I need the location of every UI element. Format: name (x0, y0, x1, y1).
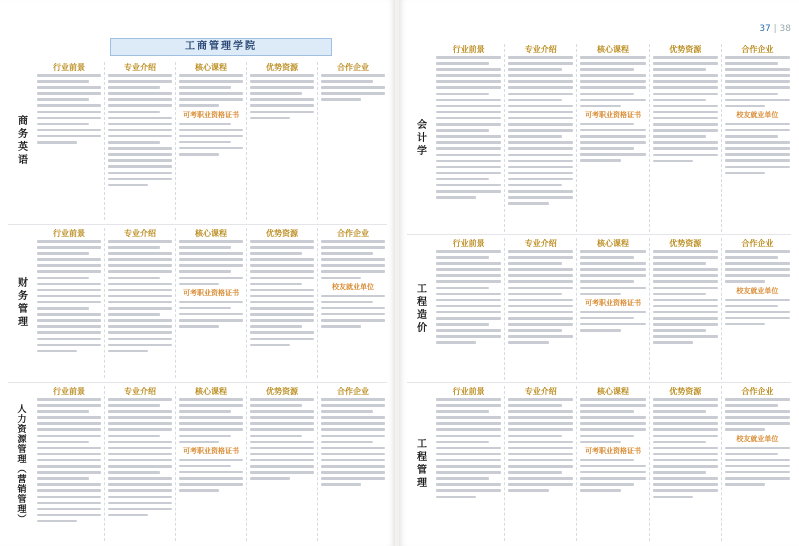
column-header: 核心课程 (597, 45, 629, 54)
column-header: 行业前景 (53, 387, 85, 396)
column-industry (34, 386, 104, 541)
column-header: 行业前景 (452, 45, 485, 54)
column-industry (433, 386, 504, 541)
column-header: 合作企业 (337, 229, 369, 238)
column-header: 核心课程 (597, 239, 629, 248)
column-intro (504, 386, 576, 541)
column-header: 优势资源 (266, 229, 298, 238)
subheading-certificates: 可考职业资格证书 (183, 110, 239, 119)
section-label: 会计学 (414, 118, 426, 158)
column-intro (504, 238, 576, 380)
column-intro (104, 62, 175, 220)
column-header: 行业前景 (452, 239, 485, 248)
section-label: 财务管理 (15, 277, 27, 329)
section-label: 人力资源管理（营销管理） (15, 403, 26, 524)
column-intro (104, 386, 175, 541)
column-intro (504, 44, 576, 232)
column-partners (317, 228, 388, 378)
column-resources (649, 386, 721, 541)
column-header: 优势资源 (669, 387, 702, 396)
column-header: 专业介绍 (124, 387, 156, 396)
column-header: 核心课程 (195, 63, 227, 72)
subheading-alumni: 校友就业单位 (332, 282, 374, 291)
column-resources (246, 386, 317, 541)
column-resources (649, 44, 721, 232)
column-header: 专业介绍 (124, 63, 156, 72)
column-partners (721, 44, 793, 232)
column-header: 合作企业 (741, 239, 774, 248)
column-partners (317, 386, 388, 541)
subheading-certificates: 可考职业资格证书 (183, 288, 239, 297)
column-core-courses (576, 238, 648, 380)
column-core-courses (175, 228, 246, 378)
column-header: 专业介绍 (124, 229, 156, 238)
column-industry (34, 62, 104, 220)
column-header: 优势资源 (669, 45, 702, 54)
column-resources (246, 62, 317, 220)
subheading-alumni: 校友就业单位 (736, 286, 779, 295)
column-intro (104, 228, 175, 378)
column-header: 核心课程 (195, 387, 227, 396)
column-header: 核心课程 (597, 387, 629, 396)
column-partners (721, 386, 793, 541)
column-header: 专业介绍 (524, 387, 557, 396)
left-page (0, 0, 395, 546)
subheading-certificates: 可考职业资格证书 (585, 110, 641, 119)
column-header: 合作企业 (337, 63, 369, 72)
column-header: 合作企业 (741, 45, 774, 54)
subheading-alumni: 校友就业单位 (736, 434, 779, 443)
column-header: 核心课程 (195, 229, 227, 238)
column-resources (246, 228, 317, 378)
column-partners (317, 62, 388, 220)
column-resources (649, 238, 721, 380)
column-core-courses (175, 386, 246, 541)
column-header: 专业介绍 (524, 239, 557, 248)
column-header: 专业介绍 (524, 45, 557, 54)
column-header: 优势资源 (266, 387, 298, 396)
column-header: 行业前景 (53, 63, 85, 72)
column-header: 优势资源 (266, 63, 298, 72)
column-core-courses (175, 62, 246, 220)
column-header: 优势资源 (669, 239, 702, 248)
column-partners (721, 238, 793, 380)
column-industry (433, 238, 504, 380)
section-accounting (407, 44, 793, 232)
column-industry (34, 228, 104, 378)
column-core-courses (576, 44, 648, 232)
column-header: 行业前景 (53, 229, 85, 238)
column-industry (433, 44, 504, 232)
column-core-courses (576, 386, 648, 541)
subheading-certificates: 可考职业资格证书 (585, 298, 641, 307)
section-engineering-cost (407, 238, 793, 380)
page-number: 37 | 38 (759, 24, 791, 34)
section-label: 工程管理 (414, 437, 426, 490)
column-header: 合作企业 (337, 387, 369, 396)
section-financial-management (8, 228, 388, 378)
section-business-english (8, 62, 388, 220)
column-header: 行业前景 (452, 387, 485, 396)
section-engineering-management (407, 386, 793, 541)
column-header: 合作企业 (741, 387, 774, 396)
section-hr-management (8, 386, 388, 541)
subheading-certificates: 可考职业资格证书 (585, 446, 641, 455)
right-page (399, 0, 799, 546)
college-title: 工商管理学院 (110, 38, 332, 56)
section-label: 商务英语 (15, 115, 27, 167)
section-label: 工程造价 (414, 283, 426, 335)
subheading-certificates: 可考职业资格证书 (183, 446, 239, 455)
subheading-alumni: 校友就业单位 (736, 110, 779, 119)
